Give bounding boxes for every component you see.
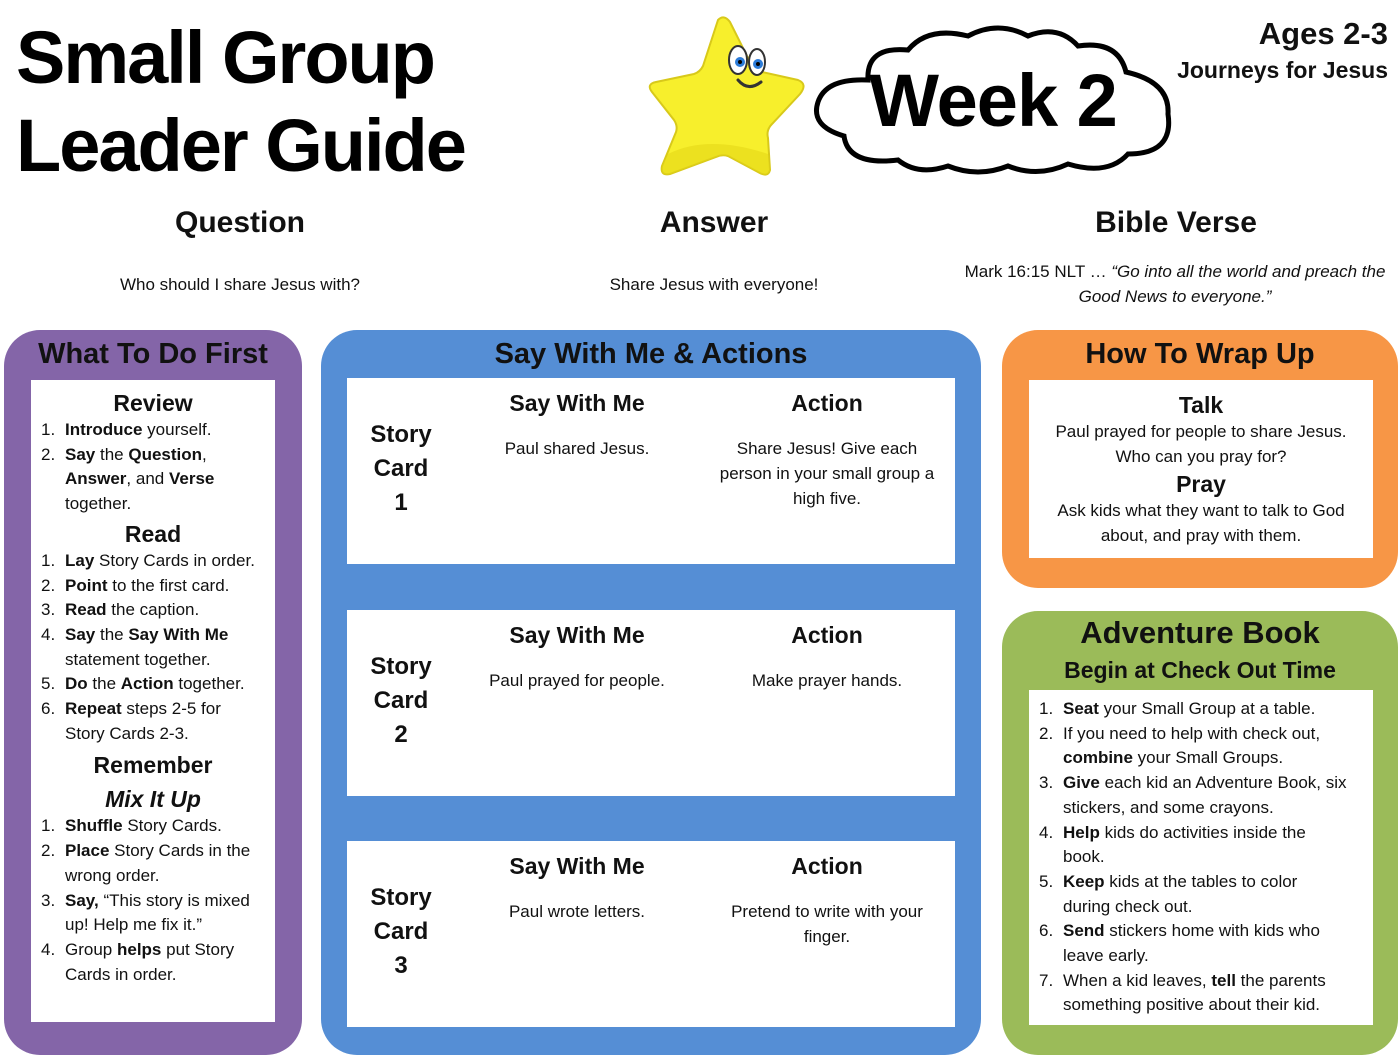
list-text: Place Story Cards in the <box>65 841 251 861</box>
list-item <box>41 889 275 914</box>
star-mascot-icon <box>648 14 808 178</box>
list-item <box>41 672 275 697</box>
wrap-up-panel <box>1002 330 1398 588</box>
list-text: When a kid leaves, tell the parents <box>1063 970 1326 990</box>
say-with-me-heading-2: Say With Me <box>509 622 645 648</box>
list-item <box>1039 796 1373 821</box>
action-line: high five. <box>792 489 862 508</box>
list-text: Point to the first card. <box>65 575 230 595</box>
say-with-me-heading-3: Say With Me <box>509 853 645 879</box>
bold-keyword: Repeat <box>65 699 122 719</box>
say-with-me-text-2: Paul prayed for people. <box>489 671 665 690</box>
say-with-me-title: Say With Me & Actions <box>494 338 808 370</box>
list-number: 4. <box>41 939 56 959</box>
list-item <box>1039 993 1373 1018</box>
bold-keyword: tell <box>1211 970 1236 990</box>
adventure-book-subtitle: Begin at Check Out Time <box>1064 657 1336 683</box>
verse-line-1: “Go into all the world and preach the <box>1111 262 1386 281</box>
card-word: Card <box>373 687 429 714</box>
bold-keyword: Say With Me <box>128 624 229 644</box>
bold-keyword: Question <box>128 444 203 464</box>
review-list <box>41 418 275 517</box>
card-word: Card <box>373 918 429 945</box>
list-item <box>1039 697 1373 722</box>
question-heading: Question <box>174 206 305 239</box>
wrap-up-content <box>1029 380 1373 558</box>
bold-keyword: Send <box>1063 921 1105 941</box>
remember-list <box>41 814 275 987</box>
mix-it-up-heading: Mix It Up <box>105 786 201 813</box>
list-item <box>41 722 275 747</box>
list-item <box>1039 845 1373 870</box>
bold-keyword: Introduce <box>65 420 143 439</box>
list-text: leave early. <box>1063 946 1149 966</box>
adventure-book-panel <box>1002 611 1398 1055</box>
bold-keyword: Say, <box>65 890 99 910</box>
list-text: Say the Question, <box>65 444 207 464</box>
list-number: 6. <box>1039 921 1054 941</box>
pray-heading: Pray <box>1176 471 1226 498</box>
list-item <box>41 443 275 468</box>
list-text: Cards in order. <box>65 964 177 984</box>
age-info <box>1177 16 1388 88</box>
list-text: Lay Story Cards in order. <box>65 550 255 570</box>
title-line-2: Leader Guide <box>16 104 465 187</box>
list-item <box>41 623 275 648</box>
list-number: 2. <box>41 444 56 464</box>
list-text: Shuffle Story Cards. <box>65 816 222 836</box>
bold-keyword: Answer <box>65 469 127 489</box>
list-number <box>41 963 65 988</box>
series-label: Journeys for Jesus <box>1177 57 1388 83</box>
list-item <box>1039 870 1373 895</box>
list-item <box>41 864 275 889</box>
list-number: 1. <box>41 816 56 836</box>
list-item <box>41 648 275 673</box>
list-number: 6. <box>41 699 56 719</box>
list-number: 3. <box>41 600 56 620</box>
ages-label: Ages 2-3 <box>1258 16 1388 51</box>
what-to-do-first-content <box>31 380 275 1022</box>
list-number <box>41 492 65 517</box>
action-text-2 <box>707 668 947 693</box>
adventure-book-content <box>1029 690 1373 1025</box>
list-item <box>41 913 275 938</box>
read-heading: Read <box>124 520 182 547</box>
bold-keyword: Shuffle <box>65 816 123 836</box>
list-text: Help kids do activities inside the <box>1063 822 1306 842</box>
answer-heading: Answer <box>659 206 769 239</box>
list-number <box>41 913 65 938</box>
list-text: together. <box>65 494 132 514</box>
list-item <box>41 467 275 492</box>
story-card-word: Story <box>370 884 432 911</box>
list-number <box>1039 845 1063 870</box>
list-text: Introduce yourself. <box>65 420 212 439</box>
list-number: 3. <box>1039 773 1054 793</box>
card-word: Card <box>373 455 429 482</box>
story-card-row-1 <box>347 378 955 564</box>
talk-line: Paul prayed for people to share Jesus. <box>1055 422 1347 441</box>
list-number: 4. <box>1039 822 1054 842</box>
review-heading: Review <box>113 390 193 416</box>
list-number: 4. <box>41 624 56 644</box>
list-text: wrong order. <box>65 865 160 885</box>
list-number <box>41 722 65 747</box>
bold-keyword: Keep <box>1063 871 1105 891</box>
action-line: Make prayer hands. <box>751 671 903 690</box>
question-text: Who should I share Jesus with? <box>119 275 360 294</box>
list-item <box>1039 746 1373 771</box>
list-item <box>1039 821 1373 846</box>
what-to-do-first-panel <box>4 330 302 1055</box>
remember-heading: Remember <box>93 752 213 779</box>
list-text: Seat your Small Group at a table. <box>1063 699 1316 718</box>
bold-keyword: Help <box>1063 822 1100 842</box>
pray-line: about, and pray with them. <box>1100 526 1302 546</box>
wrap-up-title: How To Wrap Up <box>1085 338 1315 370</box>
bold-keyword: Say <box>65 624 96 644</box>
list-text: combine your Small Groups. <box>1063 748 1284 768</box>
list-item <box>41 963 275 988</box>
list-text: Keep kids at the tables to color <box>1063 871 1298 891</box>
list-number: 1. <box>41 420 56 439</box>
list-item <box>1039 944 1373 969</box>
list-item <box>41 598 275 623</box>
list-text: stickers, and some crayons. <box>1063 797 1274 817</box>
story-card-number: 3 <box>394 952 408 979</box>
list-text: Send stickers home with kids who <box>1063 921 1320 941</box>
bold-keyword: Read <box>65 600 107 620</box>
verse-reference: Mark 16:15 NLT … <box>964 262 1107 281</box>
bold-keyword: combine <box>1063 748 1133 768</box>
list-number <box>41 467 65 492</box>
say-with-me-panel <box>321 330 981 1055</box>
say-with-me-text-1: Paul shared Jesus. <box>504 439 650 458</box>
list-number: 5. <box>41 674 56 694</box>
bold-keyword: Verse <box>168 469 215 489</box>
list-number <box>41 648 65 673</box>
bold-keyword: Do <box>65 674 88 694</box>
list-text: Give each kid an Adventure Book, six <box>1063 773 1347 793</box>
action-text-3 <box>707 899 947 949</box>
action-heading-3: Action <box>791 853 863 879</box>
story-card-label-1 <box>355 418 447 520</box>
story-card-label-2 <box>355 650 447 752</box>
bold-keyword: Give <box>1063 773 1100 793</box>
bold-keyword: Lay <box>65 550 95 570</box>
list-number <box>1039 796 1063 821</box>
pray-line: Ask kids what they want to talk to God <box>1057 501 1345 521</box>
answer-text: Share Jesus with everyone! <box>609 275 819 294</box>
list-number: 2. <box>41 841 56 861</box>
list-text: Say, “This story is mixed <box>65 890 250 910</box>
list-item <box>41 697 275 722</box>
list-number <box>41 864 65 889</box>
story-card-number: 2 <box>394 721 408 748</box>
list-text: Read the caption. <box>65 600 200 620</box>
list-number: 1. <box>41 550 56 570</box>
list-number: 5. <box>1039 871 1054 891</box>
list-text: If you need to help with check out, <box>1063 723 1321 743</box>
list-text: Say the Say With Me <box>65 624 229 644</box>
story-card-label-3 <box>355 881 447 983</box>
list-text: during check out. <box>1063 896 1193 916</box>
list-text: up! Help me fix it.” <box>65 915 202 935</box>
talk-text <box>1029 420 1373 469</box>
story-card-number: 1 <box>394 489 408 516</box>
list-item <box>1039 919 1373 944</box>
list-text: Answer, and Verse <box>65 469 215 489</box>
action-text-1 <box>707 436 947 511</box>
list-number <box>1039 746 1063 771</box>
say-with-me-heading-1: Say With Me <box>509 390 645 416</box>
read-list <box>41 549 275 747</box>
list-item <box>41 574 275 599</box>
list-item <box>1039 895 1373 920</box>
list-item <box>41 814 275 839</box>
story-card-word: Story <box>370 653 432 680</box>
list-item <box>41 938 275 963</box>
list-text: Group helps put Story <box>65 939 235 959</box>
bible-verse-heading: Bible Verse <box>1095 206 1257 239</box>
action-line: person in your small group a <box>719 464 935 483</box>
action-line: finger. <box>803 927 851 946</box>
list-item <box>41 492 275 517</box>
bold-keyword: helps <box>116 939 162 959</box>
list-item <box>41 549 275 574</box>
list-text: Repeat steps 2-5 for <box>65 699 221 719</box>
what-to-do-first-title: What To Do First <box>38 338 268 370</box>
list-number <box>1039 944 1063 969</box>
action-line: Share Jesus! Give each <box>736 439 918 458</box>
action-heading-2: Action <box>791 622 863 648</box>
list-text: Story Cards 2-3. <box>65 723 189 743</box>
talk-line: Who can you pray for? <box>1115 446 1287 466</box>
story-card-row-3 <box>347 841 955 1027</box>
list-item <box>41 839 275 864</box>
bold-keyword: Action <box>120 674 174 694</box>
story-card-word: Story <box>370 421 432 448</box>
list-number: 1. <box>1039 699 1054 718</box>
action-heading-1: Action <box>791 390 863 416</box>
list-number: 7. <box>1039 970 1054 990</box>
pray-text <box>1029 499 1373 548</box>
title-line-1: Small Group <box>16 16 434 99</box>
adventure-list <box>1039 697 1373 1018</box>
list-text: Do the Action together. <box>65 674 245 694</box>
list-text: statement together. <box>65 649 211 669</box>
list-item <box>1039 722 1373 747</box>
list-number: 3. <box>41 890 56 910</box>
list-item <box>1039 771 1373 796</box>
bible-verse-text <box>950 259 1400 309</box>
list-number: 2. <box>1039 723 1054 743</box>
bold-keyword: Place <box>65 841 110 861</box>
talk-heading: Talk <box>1178 392 1224 418</box>
list-item <box>41 418 275 443</box>
list-text: something positive about their kid. <box>1063 995 1321 1015</box>
list-text: book. <box>1063 847 1105 867</box>
list-item <box>1039 969 1373 994</box>
say-with-me-text-3: Paul wrote letters. <box>508 902 646 921</box>
verse-line-2: Good News to everyone.” <box>1078 287 1272 306</box>
bold-keyword: Say <box>65 444 96 464</box>
week-label: Week 2 <box>869 58 1117 142</box>
action-line: Pretend to write with your <box>731 902 923 921</box>
list-number <box>1039 993 1063 1018</box>
list-number <box>1039 895 1063 920</box>
adventure-book-title: Adventure Book <box>1080 615 1320 650</box>
bold-keyword: Point <box>65 575 108 595</box>
page-title <box>16 14 465 190</box>
story-card-row-2 <box>347 610 955 796</box>
list-number: 2. <box>41 575 56 595</box>
bold-keyword: Seat <box>1063 699 1099 718</box>
